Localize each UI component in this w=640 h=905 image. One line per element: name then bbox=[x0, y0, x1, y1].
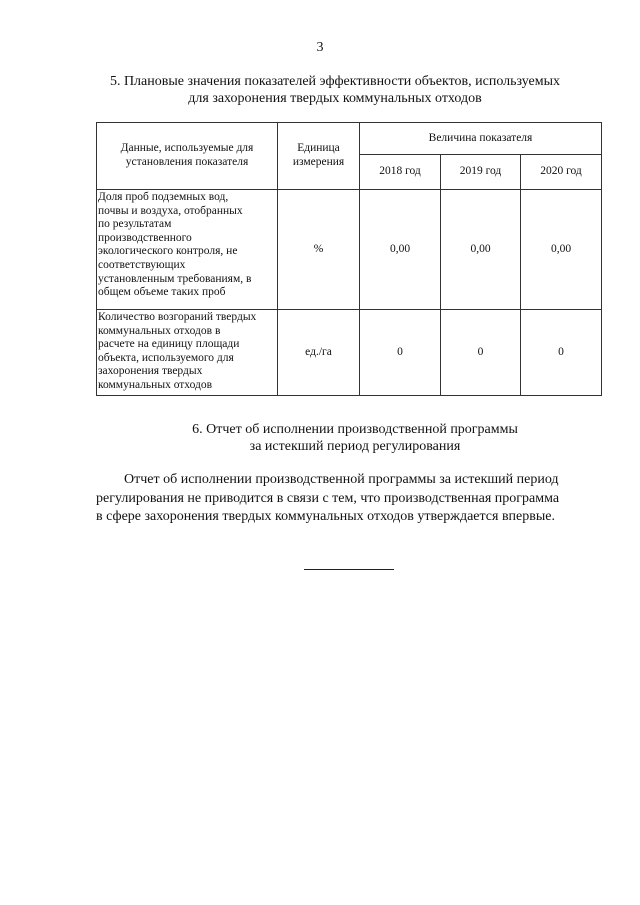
header-data-line: Данные, используемые для bbox=[120, 142, 254, 155]
paragraph-line: в сфере захоронения твердых коммунальных отходов утверждается впервые. bbox=[96, 509, 555, 524]
description-line: коммунальных отходов в bbox=[98, 324, 221, 337]
header-data-line: установления показателя bbox=[125, 156, 249, 168]
description-line: Количество возгораний твердых bbox=[98, 311, 257, 323]
header-year-2019: 2019 год bbox=[441, 155, 521, 190]
section-6-title-line: за истекший период регулирования bbox=[249, 439, 461, 454]
row-unit: ед./га bbox=[278, 310, 360, 396]
section-5-title-line: 5. Плановые значения показателей эффективности объектов, используемых bbox=[109, 74, 561, 89]
header-unit-column bbox=[278, 123, 360, 190]
row-description bbox=[97, 310, 278, 396]
row-value-2019: 0 bbox=[441, 310, 521, 396]
section-5-title bbox=[70, 73, 600, 107]
header-data-column bbox=[97, 123, 278, 190]
description-line: расчете на единицу площади bbox=[98, 338, 240, 351]
description-line: соответствующих bbox=[98, 258, 186, 271]
table-row bbox=[97, 310, 602, 396]
header-year-2020: 2020 год bbox=[521, 155, 602, 190]
table-row bbox=[97, 190, 602, 310]
description-line: объекта, используемого для bbox=[98, 351, 234, 364]
description-line: общем объеме таких проб bbox=[98, 286, 226, 299]
header-unit-line: измерения bbox=[292, 156, 345, 168]
row-value-2018: 0,00 bbox=[360, 190, 441, 310]
header-unit-line: Единица bbox=[297, 142, 340, 155]
row-value-2019: 0,00 bbox=[441, 190, 521, 310]
row-description bbox=[97, 190, 278, 310]
description-line: производственного bbox=[98, 231, 192, 244]
description-line: захоронения твердых bbox=[98, 365, 203, 378]
description-line: почвы и воздуха, отобранных bbox=[98, 204, 243, 217]
table-header-row bbox=[97, 123, 602, 155]
description-line: по результатам bbox=[98, 218, 172, 231]
row-unit: % bbox=[278, 190, 360, 310]
end-divider bbox=[304, 569, 394, 570]
description-line: экологического контроля, не bbox=[98, 245, 238, 258]
report-paragraph bbox=[96, 471, 601, 527]
description-line: коммунальных отходов bbox=[98, 378, 213, 391]
row-value-2018: 0 bbox=[360, 310, 441, 396]
row-value-2020: 0,00 bbox=[521, 190, 602, 310]
description-line: установленным требованиям, в bbox=[98, 272, 252, 285]
paragraph-line: регулирования не приводится в связи с тем, что производственная программа bbox=[96, 490, 560, 506]
indicators-table bbox=[96, 122, 602, 396]
section-6-title bbox=[90, 421, 620, 455]
section-6-title-line: 6. Отчет об исполнении производственной программы bbox=[192, 422, 518, 437]
description-line: Доля проб подземных вод, bbox=[98, 191, 229, 203]
paragraph-line: Отчет об исполнении производственной программы за истекший период bbox=[124, 472, 559, 487]
header-year-2018: 2018 год bbox=[360, 155, 441, 190]
row-value-2020: 0 bbox=[521, 310, 602, 396]
page-number: 3 bbox=[316, 40, 324, 55]
header-value-column: Величина показателя bbox=[360, 123, 602, 155]
section-5-title-line: для захоронения твердых коммунальных отходов bbox=[188, 91, 482, 106]
